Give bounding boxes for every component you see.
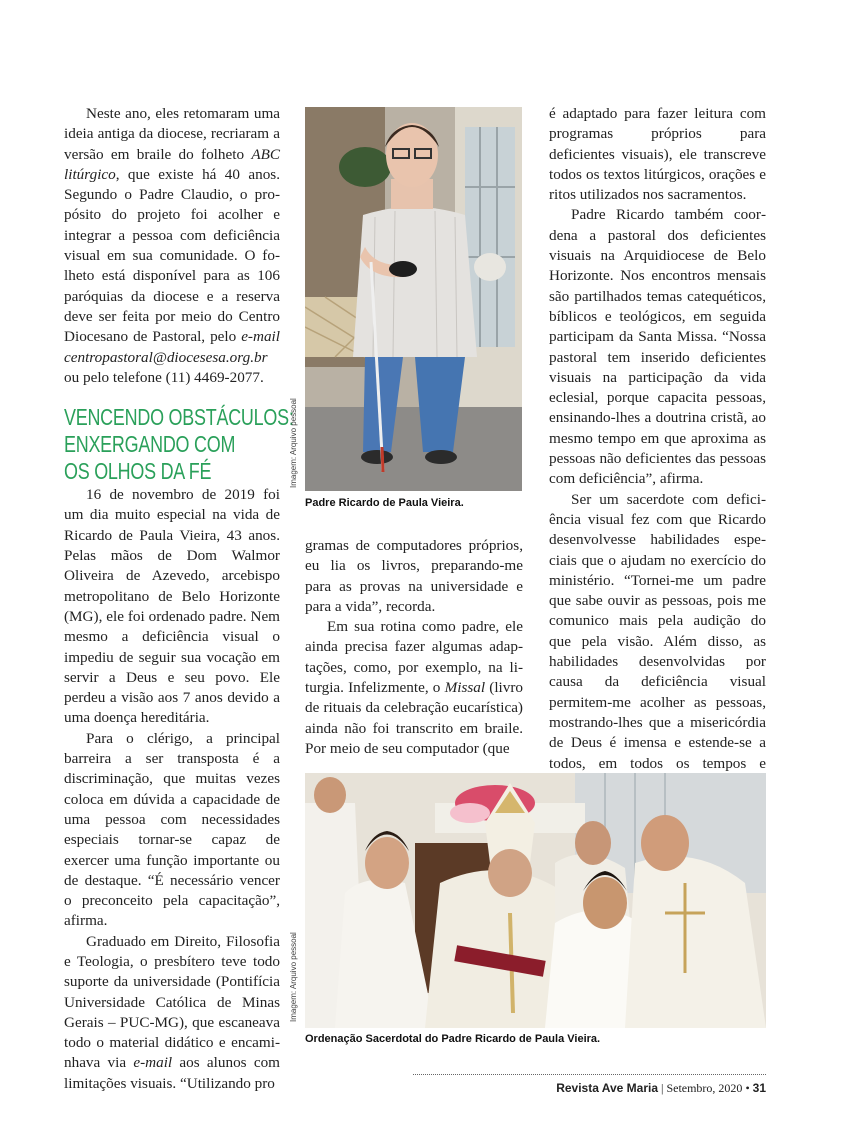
paragraph: Padre Ricardo também coordena a pastoral dos deficientes visuais na Arquidiocese de Belo Horizonte. Nos encontros mensais são partilhados temas catequéticos, bíblicos e teológicos, em seguida participam da Santa Missa. “Nossa pastoral tem inserido deficientes visuais na participação da vida eclesial, porque capacita pessoas, ensinando-lhes a doutrina cristã, ao mesmo tempo em que aproxima as pessoas não deficientes das pessoas com deficiência”, afirma. xyxy=(549,206,766,488)
paragraph: Graduado em Direito, Filosofia e Teologia, o presbítero teve todo suporte da universidade (Pontifícia Universidade Católica de Minas Gerais – PUC-MG), que escaneava todo o material didático e encaminhava via e-mail aos alunos com limitações visuais. “Utilizando pro xyxy=(64,932,280,1092)
issue-date: Setembro, 2020 xyxy=(666,1081,743,1095)
paragraph: Neste ano, eles retomaram uma ideia antiga da diocese, recriaram a versão em braile do folheto ABC litúrgico, que existe há 40 anos. Segundo o Padre Claudio, o propósito do projeto foi acolher e integrar a pessoa com deficiência visual em sua comunidade. O folheto está disponível para as 106 paróquias da diocese e a reserva deve ser feita por meio do Centro Diocesano de Pastoral, pelo e-mail centropastoral@diocesesa.org.br ou pelo telefone (11) 4469-2077. xyxy=(64,105,280,386)
photo-credit: Imagem: Arquivo pessoal xyxy=(289,932,298,1022)
magazine-name: Revista Ave Maria xyxy=(556,1081,659,1095)
article-column-2 xyxy=(305,536,523,759)
photo-caption: Ordenação Sacerdotal do Padre Ricardo de Paula Vieira. xyxy=(305,1033,601,1045)
article-column-3 xyxy=(549,104,766,794)
paragraph: Ser um sacerdote com deficiência visual fez com que Ricardo desenvolvesse habilidades especiais que o ajudam no exercício do ministério. “Tornei-me um padre que sabe ouvir as pessoas, pois me comunico mais pela audição do que pela visão. Além disso, as habilidades desenvolvidas por causa da deficiência visual permitem-me acolher as pessoas, mostrando-lhes que a misericórdia de Deus é imensa e estende-se a todos, em todos os tempos e xyxy=(549,490,766,794)
paragraph: Em sua rotina como padre, ele ainda precisa fazer algumas adaptações, como, por exemplo, na liturgia. Infelizmente, o Missal (livro de rituais da celebração eucarística) ainda não foi transcrito em braile. Por meio de seu computador (que xyxy=(305,618,523,757)
page-footer xyxy=(556,1081,766,1096)
paragraph: Para o clérigo, a principal barreira a ser transposta é a discriminação, que muitas vezes coloca em dúvida a capacidade de uma pessoa com necessidades especiais tornar-se capaz de exercer uma função importante ou de destaque. “É necessário vencer o preconceito pela capacitação”, afirma. xyxy=(64,729,280,930)
photo-caption: Padre Ricardo de Paula Vieira. xyxy=(305,497,464,509)
paragraph: 16 de novembro de 2019 foi um dia muito especial na vida de Ricardo de Paula Vieira, 43 anos. Pelas mãos de Dom Walmor Oliveira de Azevedo, arcebispo metropolitano de Belo Horizonte (MG), ele foi ordenado padre. Nem mesmo a deficiência visual o impediu de seguir sua vocação em servir a Deus e seu povo. Ele perdeu a visão aos 7 anos devido a uma doença hereditária. xyxy=(64,486,280,727)
paragraph: é adaptado para fazer leitura com programas próprios para deficientes visuais), ele transcreve todos os textos litúrgicos, orações e ritos utilizados nos sacramentos. xyxy=(549,105,766,204)
photo-credit: Imagem: Arquivo pessoal xyxy=(289,398,298,488)
photo-padre-ricardo xyxy=(305,107,522,491)
section-title: VENCENDO OBSTÁCULOS: ENXERGANDO COM OS OLHOS DA FÉ xyxy=(64,404,294,485)
footer-divider xyxy=(413,1074,766,1075)
footer-separator: | xyxy=(661,1081,664,1095)
ordination-illustration xyxy=(305,773,766,1028)
paragraph: gramas de computadores próprios, eu lia os livros, preparando-me para as provas na universidade e para a vida”, recorda. xyxy=(305,537,523,615)
portrait-illustration xyxy=(305,107,522,491)
photo-ordination xyxy=(305,773,766,1028)
footer-bullet: • xyxy=(745,1081,750,1095)
page-number: 31 xyxy=(752,1081,766,1095)
